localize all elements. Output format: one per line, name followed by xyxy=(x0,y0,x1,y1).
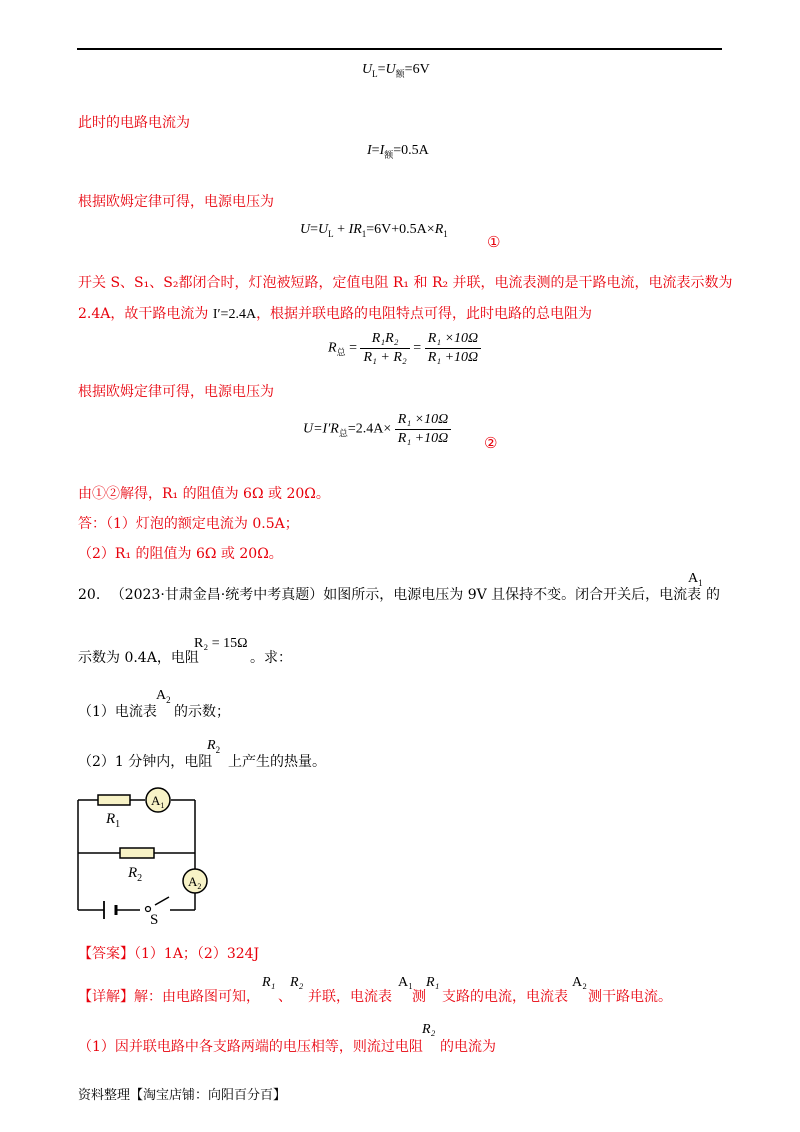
resistor-r2-box xyxy=(120,848,154,858)
text-result: 由①②解得，R₁ 的阻值为 6Ω 或 20Ω。 xyxy=(78,486,330,502)
ammeter-a2-label: $A_2$ xyxy=(188,874,202,891)
header-rule xyxy=(77,48,722,50)
equation-u2: $U=I'R_总=2.4A\times$ $\frac{\text{R₁ ×10Ω}}{\text{R₁ +10Ω}}$ xyxy=(303,412,451,447)
explain-r1b: R₁ xyxy=(426,975,440,990)
explanation-line2: （1）因并联电路中各支路两端的电压相等，则流过电阻 xyxy=(78,1039,423,1055)
resistor-r1-box xyxy=(98,795,130,805)
switch-pivot xyxy=(146,907,151,912)
explain-a1: A₁ xyxy=(398,975,413,990)
label-switch: S xyxy=(150,912,159,925)
explanation-row: 【详解】解：由电路图可知， xyxy=(78,989,260,1005)
answer-row xyxy=(78,944,259,964)
explain2-r2: R₂ xyxy=(422,1022,436,1037)
circuit-diagram xyxy=(70,785,230,925)
equation-ul: $U_L=U_额=6V$ xyxy=(362,62,430,79)
explain-r2: R₂ xyxy=(290,975,304,990)
paragraph-switch-line1: 开关 S、S₁、S₂都闭合时，灯泡被短路，定值电阻 R₁ 和 R₂ 并联，电流表测的是干路电流，电流表示数为 xyxy=(78,275,733,291)
answer-text: （1）1A；（2）324J xyxy=(134,946,260,962)
text-answer-1: 答：（1）灯泡的额定电流为 0.5A； xyxy=(78,516,299,532)
question-20-line2-tail: 。求： xyxy=(250,650,292,666)
marker-1: ① xyxy=(487,233,501,251)
equation-u1: $U=U_L + IR_1=6V+0.5A\times R_1$ xyxy=(300,222,448,239)
resistor-r2-symbol: $R_2$ xyxy=(207,738,221,755)
explanation-line2-tail: 的电流为 xyxy=(440,1039,496,1055)
explanation-tag: 【详解】 xyxy=(78,989,134,1005)
ammeter-a1-label: $A_1$ xyxy=(151,793,165,810)
answer-tag: 【答案】 xyxy=(78,946,134,962)
question-20-sub2: （2）1 分钟内，电阻 xyxy=(78,754,213,770)
explain-d: 支路的电流，电流表 xyxy=(442,989,568,1005)
text-ohm-law-1: 根据欧姆定律可得，电源电压为 xyxy=(78,194,274,210)
meter-a2-symbol: $A_2$ xyxy=(156,688,171,705)
explain-r1: R₁ xyxy=(262,975,276,990)
explain-e: 测干路电流。 xyxy=(588,989,672,1005)
equation-r-total: $R_总$ = $\frac{\text{R₁R₂}}{\text{R₁ + R₂}}$ = $\frac{\text{R₁ ×10Ω}}{\text{R₁ +10Ω}}$ xyxy=(328,331,481,366)
question-20-sub2-tail: 上产生的热量。 xyxy=(228,754,326,770)
label-r2: $R_2$ xyxy=(128,865,143,884)
question-20-sub1: （1）电流表 xyxy=(78,704,157,720)
marker-2: ② xyxy=(484,434,498,452)
text-ohm-law-2: 根据欧姆定律可得，电源电压为 xyxy=(78,384,274,400)
explain-sep: 、 xyxy=(278,989,292,1005)
explain-c: 测 xyxy=(412,989,426,1005)
footer-source: 资料整理【淘宝店铺：向阳百分百】 xyxy=(78,1088,287,1103)
meter-a1-symbol: $A_1$ xyxy=(688,571,703,588)
question-20-line1-tail: 的 xyxy=(706,587,720,603)
explain-b: 并联，电流表 xyxy=(308,989,392,1005)
explain-a2: A₂ xyxy=(572,975,587,990)
equation-i: $I=I_额=0.5A$ xyxy=(367,143,429,160)
label-r1: $R_1$ xyxy=(106,811,121,830)
text-current-intro: 此时的电路电流为 xyxy=(78,115,190,131)
question-20-sub1-tail: 的示数； xyxy=(174,704,230,720)
text-answer-2: （2）R₁ 的阻值为 6Ω 或 20Ω。 xyxy=(78,546,283,562)
question-20-line2: 示数为 0.4A，电阻 xyxy=(78,650,199,666)
equation-r2-value: R₂ = 15Ω xyxy=(194,636,248,651)
paragraph-switch-line2: 2.4A，故干路电流为 I′=2.4A，根据并联电路的电阻特点可得，此时电路的总电阻为 xyxy=(78,306,593,322)
question-20-line1: 20. （2023·甘肃金昌·统考中考真题）如图所示，电源电压为 9V 且保持不变。闭合开关后，电流表 xyxy=(78,587,702,603)
